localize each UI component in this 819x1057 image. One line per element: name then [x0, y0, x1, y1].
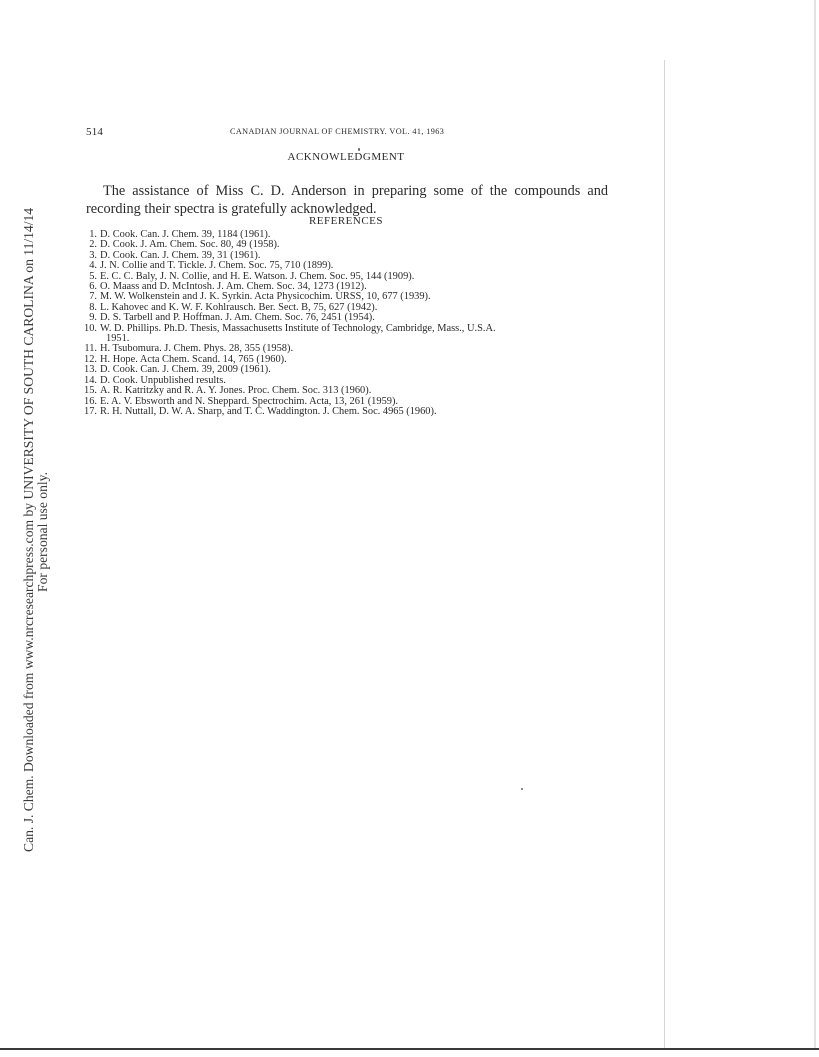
reference-text: D. Cook. Unpublished results.: [100, 374, 226, 386]
reference-number: 16.: [84, 395, 97, 407]
page-number: 514: [86, 126, 104, 138]
scan-edge-line: [664, 60, 665, 1050]
download-watermark: [21, 207, 50, 852]
reference-item: [78, 324, 608, 345]
reference-number: 8.: [89, 301, 97, 313]
reference-text: D. S. Tarbell and P. Hoffman. J. Am. Chem. Soc. 76, 2451 (1954).: [100, 312, 375, 324]
reference-text: L. Kahovec and K. W. F. Kohlrausch. Ber. Sect. B, 75, 627 (1942).: [100, 301, 378, 313]
reference-text: O. Maass and D. McIntosh. J. Am. Chem. Soc. 34, 1273 (1912).: [100, 281, 367, 293]
scan-edge-line: [0, 1048, 819, 1050]
scan-speck: [521, 788, 523, 790]
watermark-line-2: For personal use only.: [35, 472, 50, 592]
reference-text: E. A. V. Ebsworth and N. Sheppard. Spectrochim. Acta, 13, 261 (1959).: [100, 395, 399, 407]
reference-number: 6.: [89, 281, 97, 293]
scan-speck: [358, 148, 360, 151]
reference-text: D. Cook. Can. J. Chem. 39, 2009 (1961).: [100, 364, 271, 376]
watermark-line-1: Can. J. Chem. Downloaded from www.nrcresearchpress.com by UNIVERSITY OF SOUTH CAROLINA on 11/14/14: [21, 207, 36, 852]
reference-item: [78, 407, 608, 417]
reference-text: R. H. Nuttall, D. W. A. Sharp, and T. C. Waddington. J. Chem. Soc. 4965 (1960).: [100, 405, 437, 417]
reference-text: D. Cook. Can. J. Chem. 39, 31 (1961).: [100, 249, 261, 261]
reference-number: 12.: [84, 353, 97, 365]
reference-number: 14.: [84, 374, 97, 386]
reference-number: 15.: [84, 385, 97, 397]
reference-text: M. W. Wolkenstein and J. K. Syrkin. Acta Physicochim. URSS, 10, 677 (1939).: [100, 291, 431, 303]
reference-number: 3.: [89, 249, 97, 261]
journal-title: CANADIAN JOURNAL OF CHEMISTRY. VOL. 41, 1963: [230, 127, 445, 136]
reference-number: 10.: [84, 322, 97, 334]
references-heading: REFERENCES: [308, 215, 384, 227]
reference-continuation: 1951.: [106, 333, 130, 345]
acknowledgment-heading: ACKNOWLEDGMENT: [287, 151, 405, 163]
reference-text: W. D. Phillips. Ph.D. Thesis, Massachusetts Institute of Technology, Cambridge, Mass., U.S.A.: [100, 322, 496, 334]
reference-text: H. Hope. Acta Chem. Scand. 14, 765 (1960).: [100, 353, 287, 365]
reference-text: D. Cook. Can. J. Chem. 39, 1184 (1961).: [100, 229, 271, 240]
reference-number: 7.: [89, 291, 97, 303]
reference-text: D. Cook. J. Am. Chem. Soc. 80, 49 (1958).: [100, 239, 280, 251]
reference-number: 4.: [89, 260, 97, 272]
reference-number: 2.: [89, 239, 97, 251]
reference-text: A. R. Katritzky and R. A. Y. Jones. Proc. Chem. Soc. 313 (1960).: [100, 385, 372, 397]
reference-number: 11.: [84, 343, 97, 355]
references-list: [78, 230, 608, 417]
reference-number: 13.: [84, 364, 97, 376]
acknowledgment-text: The assistance of Miss C. D. Anderson in preparing some of the compounds and recording their spectra is gratefully acknowledged.: [86, 183, 608, 218]
reference-number: 5.: [89, 270, 97, 282]
reference-text: E. C. C. Baly, J. N. Collie, and H. E. Watson. J. Chem. Soc. 95, 144 (1909).: [100, 270, 415, 282]
reference-text: J. N. Collie and T. Tickle. J. Chem. Soc. 75, 710 (1899).: [100, 260, 334, 272]
reference-number: 9.: [89, 312, 97, 324]
scan-edge-line: [814, 0, 816, 1050]
reference-text: H. Tsubomura. J. Chem. Phys. 28, 355 (1958).: [100, 343, 294, 355]
reference-number: 17.: [84, 405, 97, 417]
reference-number: 1.: [89, 229, 97, 240]
